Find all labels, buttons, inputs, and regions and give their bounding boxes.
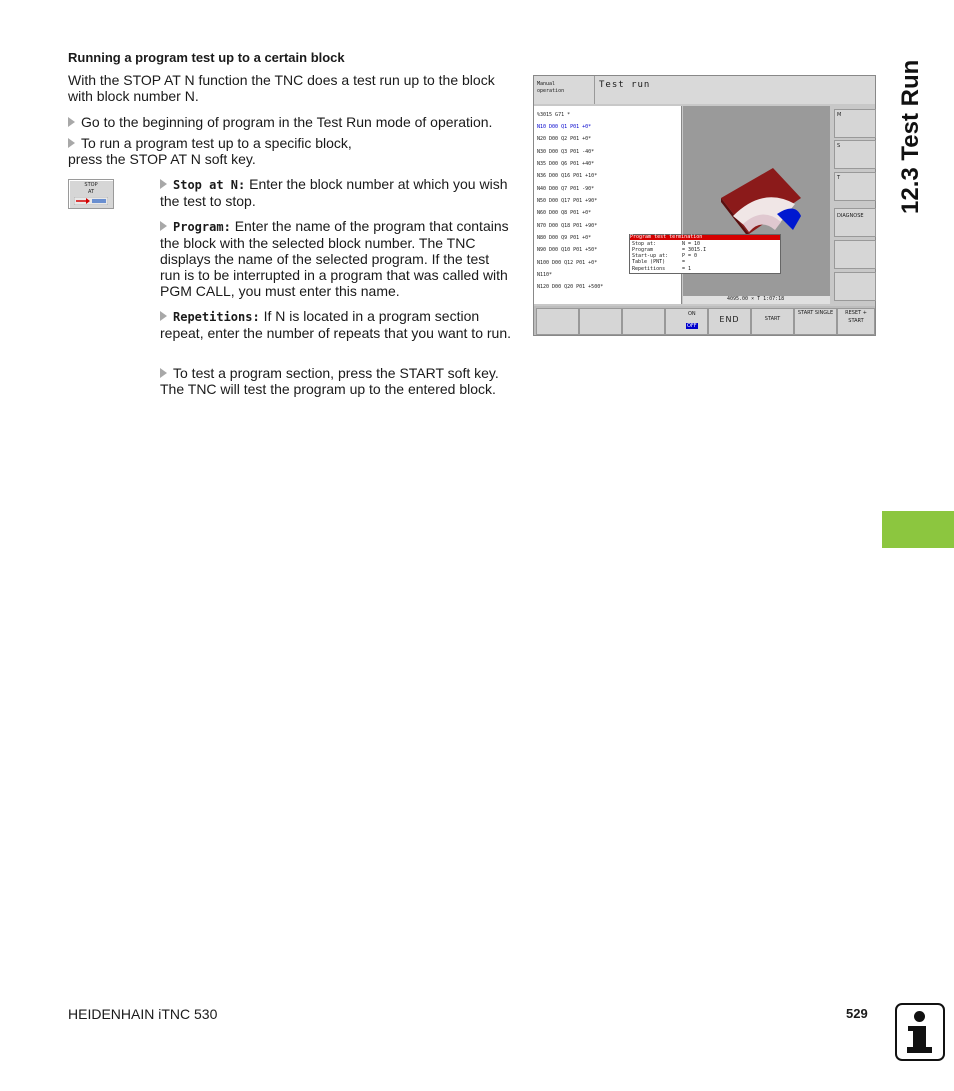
softkey-start[interactable]: START (751, 308, 794, 335)
code-line: N35 D00 Q6 P01 +40* (537, 161, 595, 167)
status-bar: 4095.00 × T 1:07:18 (683, 296, 830, 304)
arrow-icon (160, 221, 167, 231)
table-field[interactable]: = (682, 259, 686, 265)
softkey-m[interactable]: M (834, 109, 876, 138)
softkey-1[interactable] (536, 308, 579, 335)
code-line: N60 D00 Q8 P01 +0* (537, 210, 592, 216)
chapter-tab (882, 511, 954, 548)
item-program: Program: Enter the name of the program that contains the block with the selected block number. The TNC displays the name of the selected program. If the test run is to be interrupted in a program that was called with PGM CALL, you must enter this name. (160, 218, 509, 299)
program-field[interactable]: = 3015.I (682, 247, 707, 253)
page-number: 529 (846, 1006, 868, 1021)
step-2: To run a program test up to a specific block, press the STOP AT N soft key. (68, 135, 352, 167)
program-listing (534, 106, 682, 304)
item-repetitions: Repetitions: If N is located in a program section repeat, enter the number of repeats that you want to run. (160, 308, 511, 341)
stop-at-n-softkey: STOP AT (68, 179, 114, 209)
code-line: N20 D00 Q2 P01 +0* (537, 136, 592, 142)
code-line: N80 D00 Q9 P01 +0* (537, 235, 592, 241)
footer-text: HEIDENHAIN iTNC 530 (68, 1006, 218, 1022)
softkey-diagnose[interactable]: DIAGNOSE (834, 208, 876, 237)
step-1: Go to the beginning of program in the Test Run mode of operation. (68, 114, 513, 130)
repetitions-field[interactable]: = 1 (682, 266, 692, 272)
softkey-empty-1[interactable] (834, 240, 876, 269)
code-line-active: N10 D00 Q1 P01 +0* (537, 124, 592, 130)
arrow-icon (68, 117, 75, 127)
softkey-start-single[interactable]: START SINGLE (794, 308, 837, 335)
code-line: N36 D00 Q16 P01 +10* (537, 173, 598, 179)
arrow-icon (160, 179, 167, 189)
softkey-on-off[interactable]: ON OFF (665, 308, 708, 335)
code-line: N100 D00 Q12 P01 +0* (537, 260, 598, 266)
softkey-t[interactable]: T (834, 172, 876, 201)
info-icon (895, 1003, 945, 1061)
softkey-empty-2[interactable] (834, 272, 876, 301)
arrow-icon (160, 311, 167, 321)
code-line: N90 D00 Q10 P01 +50* (537, 247, 598, 253)
arrow-icon (68, 138, 75, 148)
code-line: N40 D00 Q7 P01 -90* (537, 186, 595, 192)
softkey-3[interactable] (622, 308, 665, 335)
tnc-screenshot (533, 75, 876, 336)
section-heading: Running a program test up to a certain block (68, 50, 345, 65)
intro-paragraph: With the STOP AT N function the TNC does a test run up to the block with block number N. (68, 72, 495, 104)
code-line: N30 D00 Q3 P01 -40* (537, 149, 595, 155)
dialog-title: Program test termination (630, 235, 780, 240)
softkey-s[interactable]: S (834, 140, 876, 169)
programming-mode-panel: Test run (595, 76, 875, 104)
code-line: N50 D00 Q17 P01 +90* (537, 198, 598, 204)
chapter-title: 12.3 Test Run (897, 59, 924, 214)
machine-mode-panel: Manual operation (534, 76, 595, 104)
stop-arrow-icon (74, 197, 108, 205)
start-up-field[interactable]: P = 0 (682, 253, 698, 259)
code-line: N120 D00 Q20 P01 +500* (537, 284, 604, 290)
horizontal-softkeys (534, 306, 875, 335)
arrow-icon (160, 368, 167, 378)
final-step: To test a program section, press the START soft key. The TNC will test the program up to the entered block. (160, 365, 499, 397)
stop-at-n-field[interactable]: N = 10 (682, 241, 701, 247)
code-line: N70 D00 Q18 P01 +90* (537, 223, 598, 229)
item-stop-at-n: Stop at N: Enter the block number at which you wish the test to stop. (160, 176, 508, 209)
softkey-reset-start[interactable]: RESET + START (837, 308, 875, 335)
softkey-2[interactable] (579, 308, 622, 335)
program-test-termination-dialog: Program test termination Stop at: N = 10 Program = 3015.I Start-up at: P = 0 Table (PNT) = Repetitions = 1 (629, 234, 781, 274)
code-line: N110* (537, 272, 553, 278)
softkey-end[interactable]: END (708, 308, 751, 335)
vertical-softkeys (832, 106, 875, 304)
code-line: %3015 G71 * (537, 112, 571, 118)
